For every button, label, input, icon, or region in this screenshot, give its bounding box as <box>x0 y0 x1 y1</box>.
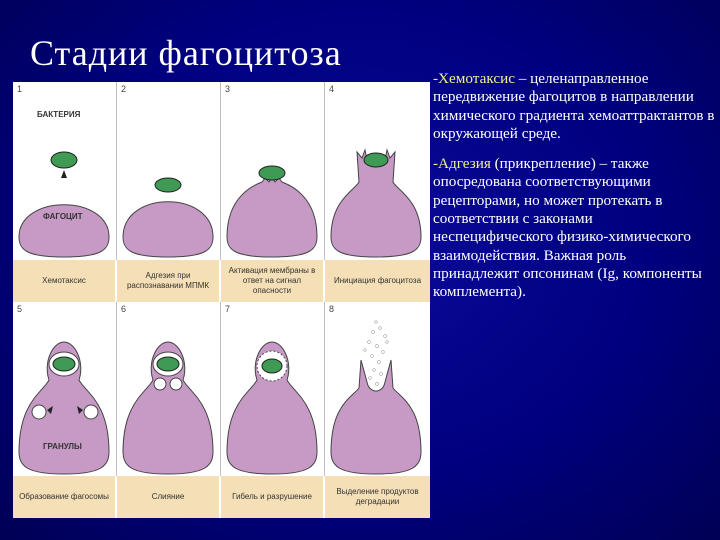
chemotaxis-paragraph <box>433 70 715 143</box>
caption-chemotaxis: Хемотаксис <box>13 260 115 302</box>
panel-6 <box>117 302 221 476</box>
panel-1 <box>13 82 117 260</box>
description-text <box>433 70 715 314</box>
adhesion-illustration <box>117 82 220 260</box>
panel-number: 2 <box>121 84 127 94</box>
adhesion-paragraph <box>433 155 715 301</box>
caption-activation: Активация мембраны в ответ на сигнал опасности <box>221 260 323 302</box>
killing-illustration <box>221 302 324 476</box>
activation-illustration <box>221 82 324 260</box>
panel-7 <box>221 302 325 476</box>
phagocytosis-figure <box>13 82 430 518</box>
panel-number: 8 <box>329 304 335 314</box>
panel-number: 5 <box>17 304 23 314</box>
caption-killing: Гибель и разрушение <box>221 476 323 518</box>
initiation-illustration <box>325 82 428 260</box>
panel-8 <box>325 302 428 476</box>
phagocyte-label: ФАГОЦИТ <box>43 212 83 221</box>
caption-fusion: Слияние <box>117 476 219 518</box>
caption-initiation: Инициация фагоцитоза <box>325 260 430 302</box>
panel-2 <box>117 82 221 260</box>
caption-phagosome: Образование фагосомы <box>13 476 115 518</box>
panel-4 <box>325 82 428 260</box>
bacterium-label: БАКТЕРИЯ <box>37 110 81 119</box>
panel-number: 3 <box>225 84 231 94</box>
caption-release: Выделение продуктов деградации <box>325 476 430 518</box>
panel-number: 1 <box>17 84 23 94</box>
phagocyte-illustration <box>13 82 116 260</box>
granules-label: ГРАНУЛЫ <box>43 442 82 451</box>
adhesion-term: -Адгезия <box>433 155 491 173</box>
panel-number: 4 <box>329 84 335 94</box>
slide-title: Стадии фагоцитоза <box>30 33 342 73</box>
release-illustration <box>325 302 428 476</box>
panel-number: 6 <box>121 304 127 314</box>
panel-3 <box>221 82 325 260</box>
chemotaxis-definition: – целенаправленное передвижение фагоцитов в направлении химического градиента хемоаттрактантов в окружающей среде. <box>433 70 715 142</box>
chemotaxis-term: -Хемотаксис <box>433 70 515 87</box>
caption-adhesion: Адгезия при распознавании МПМК <box>117 260 219 302</box>
adhesion-definition: (прикрепление) – также опосредована соответствующими рецепторами, но может протекать в соответствии с законами неспецифического физико-химического взаимодействия. Важная роль принадлежит опсонинам (Ig, компоненты комплемента). <box>433 155 702 301</box>
panel-5 <box>13 302 117 476</box>
fusion-illustration <box>117 302 220 476</box>
panel-number: 7 <box>225 304 231 314</box>
